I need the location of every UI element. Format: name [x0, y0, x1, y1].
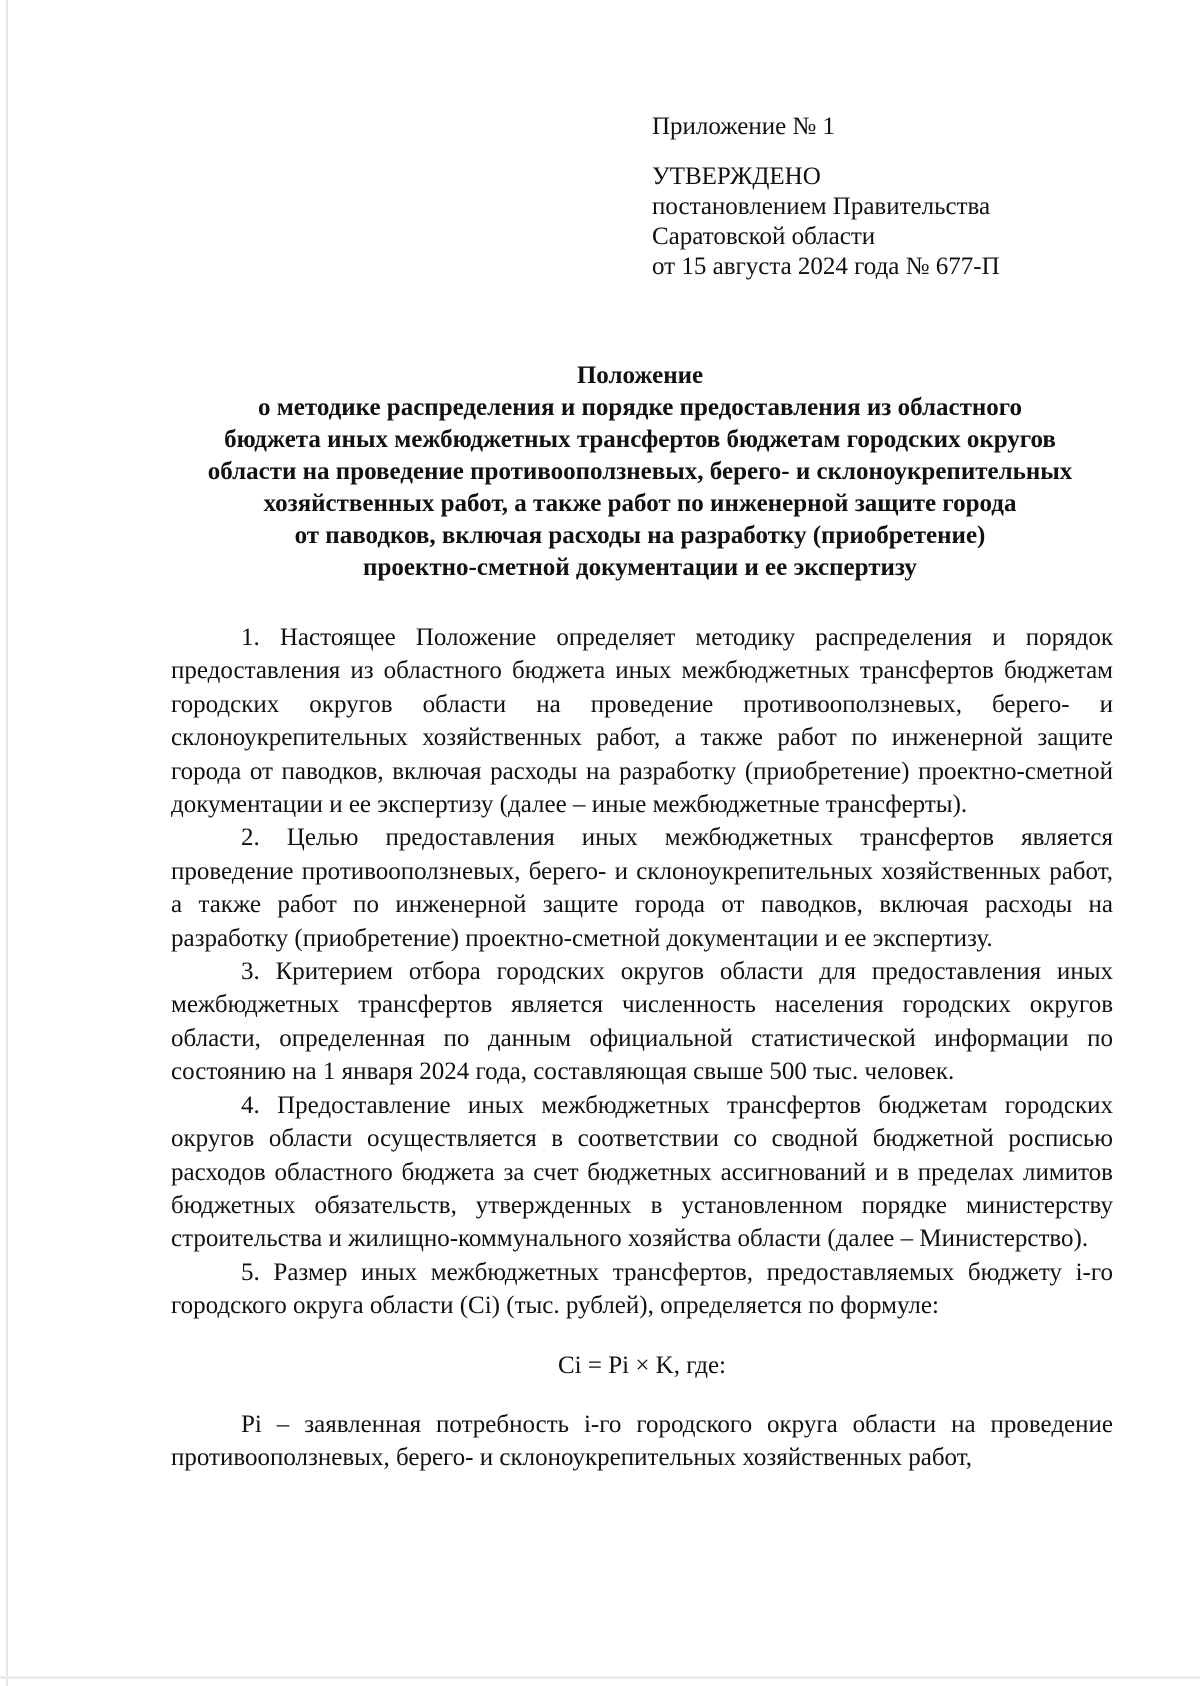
approved-label: УТВЕРЖДЕНО — [652, 163, 821, 190]
paragraph-1: 1. Настоящее Положение определяет методику распределения и порядок предоставления из областного бюджета иных межбюджетных трансфертов бюджетам городских округов области на проведение противооползневых, берего- и склоноукрепительных хозяйственных работ, а также работ по инженерной защите города от паводков, включая расходы на разработку (приобретение) проектно-сметной документации и ее экспертизу (далее – иные межбюджетные трансферты). — [171, 624, 1113, 819]
approval-line: постановлением Правительства — [652, 193, 991, 220]
paragraph-2: 2. Целью предоставления иных межбюджетных трансфертов является проведение противооползневых, берего- и склоноукрепительных хозяйственных работ, а также работ по инженерной защите города от паводков, включая расходы на разработку (приобретение) проектно-сметной документации и ее экспертизу. — [171, 824, 1113, 952]
appendix-number: Приложение № 1 — [652, 113, 836, 140]
scan-edge-left — [6, 0, 8, 1686]
title-line: хозяйственных работ, а также работ по инженерной защите города — [263, 490, 1017, 517]
title-line: бюджета иных межбюджетных трансфертов бюджетам городских округов — [224, 426, 1056, 453]
approval-line: Саратовской области — [652, 223, 876, 250]
title-line: проектно-сметной документации и ее экспертизу — [363, 554, 917, 581]
approval-line: от 15 августа 2024 года № 677-П — [652, 253, 1000, 280]
approval-stamp — [652, 112, 1172, 282]
paragraph-3: 3. Критерием отбора городских округов области для предоставления иных межбюджетных трансфертов является численность населения городских округов области, определенная по данным официальной статистической информации по состоянию на 1 января 2024 года, составляющая свыше 500 тыс. человек. — [171, 958, 1113, 1086]
document-title — [150, 360, 1130, 584]
title-line: о методике распределения и порядке предоставления из областного — [258, 394, 1022, 421]
paragraph-4: 4. Предоставление иных межбюджетных трансфертов бюджетам городских округов области осуществляется в соответствии со сводной бюджетной росписью расходов областного бюджета за счет бюджетных ассигнований и в пределах лимитов бюджетных обязательств, утвержденных в установленном порядке министерству строительства и жилищно-коммунального хозяйства области (далее – Министерство). — [171, 1091, 1113, 1253]
definition-paragraph: Pi – заявленная потребность i-го городского округа области на проведение противооползневых, берего- и склоноукрепительных хозяйственных работ, — [171, 1410, 1113, 1472]
title-heading: Положение — [576, 362, 704, 389]
title-line: области на проведение противооползневых, берего- и склоноукрепительных — [207, 458, 1073, 485]
document-body — [171, 621, 1113, 1475]
title-line: от паводков, включая расходы на разработку (приобретение) — [294, 522, 986, 549]
scan-edge-bottom — [0, 1676, 1200, 1679]
formula: Ci = Pi × K, где: — [558, 1351, 726, 1379]
paragraph-5: 5. Размер иных межбюджетных трансфертов, предоставляемых бюджету i-го городского округа области (Ci) (тыс. рублей), определяется по формуле: — [171, 1258, 1113, 1320]
